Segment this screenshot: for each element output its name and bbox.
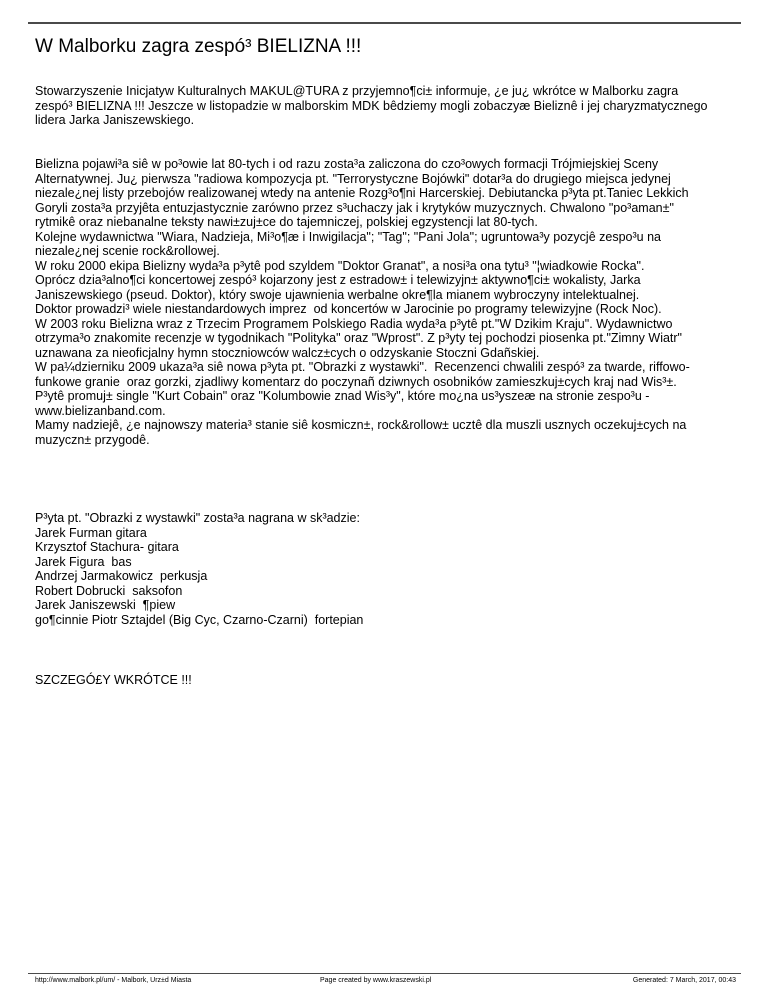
body-paragraph: Bielizna pojawi³a siê w po³owie lat 80-tych i od razu zosta³a zaliczona do czo³owych formacji Trójmiejskiej Sceny Alternatywnej. Ju¿ pierwsza "radiowa kompozycja pt. "Terrorystyczne Bojówki" dotar³a do drugiego miejsca jedynej niezale¿nej listy przebojów realizowanej wtedy na antenie Rozg³o¶ni Harcerskiej. Debiutancka p³yta pt.Taniec Lekkich Goryli zosta³a przyjêta entuzjastycznie zarówno przez s³uchaczy jak i krytyków muzycznych. Chwalono "po³aman±" rytmikê oraz niebanalne teksty nawi±zuj±ce do tajemniczej, polskiej egzystencji lat 80-tych. Kolejne wydawnictwa "Wiara, Nadzieja, Mi³o¶æ i Inwigilacja"; "Tag"; "Pani Jola"; ugruntowa³y pozycjê zespo³u na niezale¿nej scenie rock&rollowej. W roku 2000 ekipa Bielizny wyda³a p³ytê pod szyldem "Doktor Granat", a nosi³a ona tytu³ "¦wiadkowie Rocka". Oprócz dzia³alno¶ci koncertowej zespó³ kojarzony jest z estradow± i telewizyjn± aktywno¶ci± wokalisty, Jarka Janiszewskiego (pseud. Doktor), który swoje ujawnienia werbalne okre¶la mianem wybroczyny intelektualnej. Doktor prowadzi³ wiele niestandardowych imprez od koncertów w Jarocinie po programy telewizyjne (Rock Noc). W 2003 roku Bielizna wraz z Trzecim Programem Polskiego Radia wyda³a p³ytê pt."W Dzikim Kraju". Wydawnictwo otrzyma³o znakomite recenzje w tygodnikach "Polityka" oraz "Wprost". Z p³yty tej pochodzi piosenka pt."Zimny Wiatr" uznawana za nieoficjalny hymn stoczniowców walcz±cych o odzyskanie Stoczni Gdañskiej. W pa¼dzierniku 2009 ukaza³a siê nowa p³yta pt. "Obrazki z wystawki". Recenzenci chwalili zespó³ za twarde, riffowo- funkowe granie oraz gorzki, zjadliwy komentarz do poczynañ dziwnych osobników zamieszkuj±cych kraj nad Wis³±. P³ytê promuj± single "Kurt Cobain" oraz "Kolumbowie znad Wis³y", które mo¿na us³yszeæ na stronie zespo³u - www.bielizanband.com. Mamy nadziejê, ¿e najnowszy materia³ stanie siê kosmiczn±, rock&rollow± ucztê dla muszli usznych oczekuj±cych na muzyczn± przygodê. — [35, 157, 690, 447]
top-divider — [28, 22, 741, 24]
closing-note: SZCZEGÓ£Y WKRÓTCE !!! — [35, 673, 192, 687]
footer-generated-date: Generated: 7 March, 2017, 00:43 — [632, 977, 736, 984]
footer-source-link[interactable]: http://www.malbork.pl/um/ - Malbork, Urz±d Miasta — [35, 977, 192, 984]
lineup-list: P³yta pt. "Obrazki z wystawki" zosta³a nagrana w sk³adzie: Jarek Furman gitara Krzysztof Stachura- gitara Jarek Figura bas Andrzej Jarmakowicz perkusja Robert Dobrucki saksofon Jarek Janiszewski ¶piew go¶cinnie Piotr Sztajdel (Big Cyc, Czarno-Czarni) fortepian — [35, 511, 364, 627]
article-title: W Malborku zagra zespó³ BIELIZNA !!! — [35, 36, 362, 57]
spacer — [35, 127, 745, 157]
spacer — [35, 627, 745, 673]
footer-credit: Page created by www.kraszewski.pl — [320, 977, 432, 984]
footer-divider — [28, 973, 741, 974]
article-content — [35, 84, 745, 688]
intro-paragraph: Stowarzyszenie Inicjatyw Kulturalnych MAKUL@TURA z przyjemno¶ci± informuje, ¿e ju¿ wkrótce w Malborku zagra zespó³ BIELIZNA !!! Jeszcze w listopadzie w malborskim MDK bêdziemy mogli zobaczyæ Bieliznê i jej charyzmatycznego lidera Jarka Janiszewskiego. — [35, 84, 708, 127]
spacer — [35, 447, 745, 511]
